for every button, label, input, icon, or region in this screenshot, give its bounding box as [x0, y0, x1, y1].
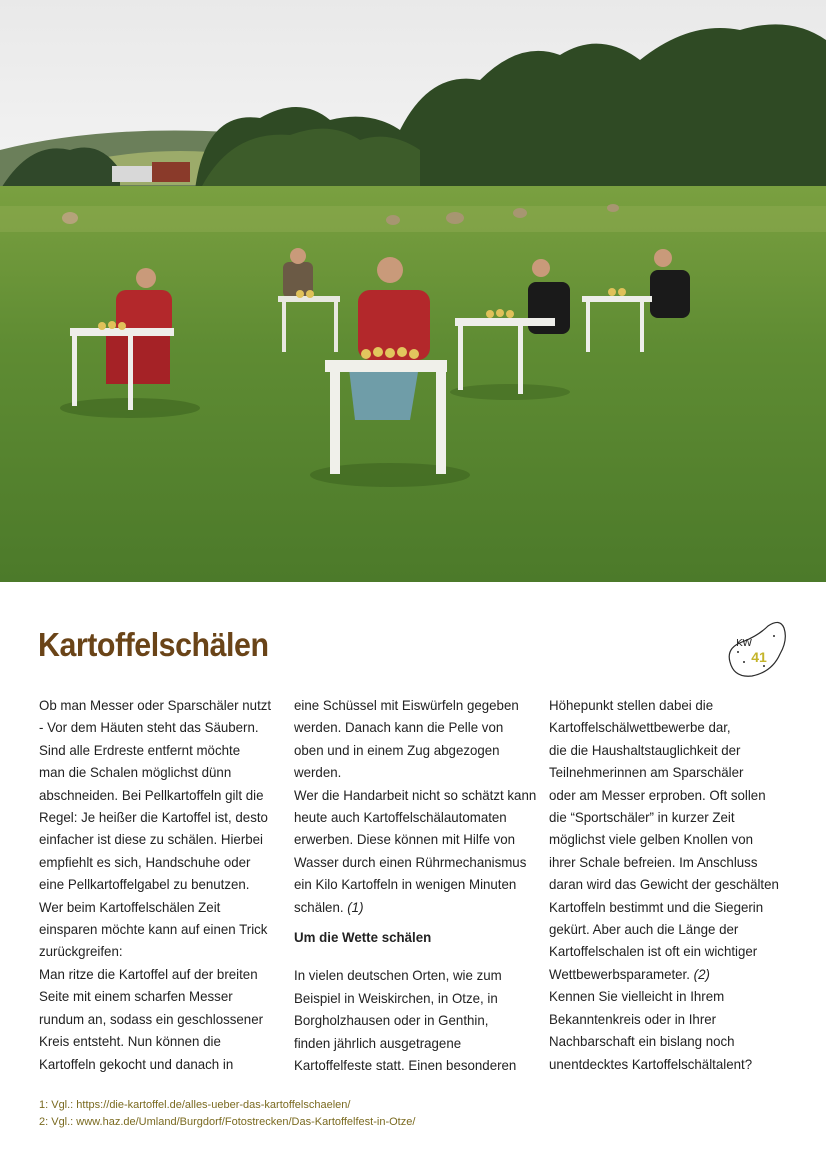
- paragraph-line: Ob man Messer oder Sparschäler nutzt: [39, 697, 272, 713]
- paragraph-line: gekürt. Aber auch die Länge der: [549, 921, 739, 938]
- paragraph-line: Wer die Handarbeit nicht so schätzt kann: [294, 786, 537, 803]
- text-column-2: [294, 694, 537, 1077]
- footnote-2: 2: Vgl.: www.haz.de/Umland/Burgdorf/Fotostrecken/Das-Kartoffelfest-in-Otze/: [39, 1116, 416, 1128]
- paragraph-line: erwerben. Diese können mit Hilfe von: [294, 831, 516, 848]
- paragraph-line: rundum an, sodass ein geschlossener: [39, 1010, 264, 1027]
- paragraph-line: ein Kilo Kartoffeln in wenigen Minuten: [294, 876, 517, 893]
- paragraph-line: Seite mit einem scharfen Messer: [39, 988, 233, 1005]
- paragraph-line: werden.: [294, 764, 342, 781]
- paragraph-line: oben und in einem Zug abgezogen: [294, 741, 500, 758]
- paragraph-line: ihrer Schale befreien. Im Anschluss: [549, 853, 758, 870]
- badge-kw-label: KW: [736, 638, 753, 649]
- footnotes: [39, 1097, 415, 1131]
- paragraph-line: man die Schalen möglichst dünn: [39, 764, 232, 781]
- paragraph-line: einsparen möchte kann auf einen Trick: [39, 921, 268, 938]
- week-number: 41: [751, 649, 767, 665]
- paragraph-line: Beispiel in Weiskirchen, in Otze, in: [294, 989, 498, 1006]
- paragraph-line: Nachbarschaft ein bislang noch: [549, 1033, 735, 1050]
- paragraph-line: werden. Danach kann die Pelle von: [294, 719, 504, 736]
- paragraph-line: In vielen deutschen Orten, wie zum: [294, 967, 502, 984]
- paragraph-line: Kartoffelfeste statt. Einen besonderen: [294, 1057, 517, 1074]
- paragraph-line: Teilnehmerinnen am Sparschäler: [549, 764, 744, 781]
- section-heading: Um die Wette schälen: [294, 929, 432, 946]
- paragraph-line: Kartoffeln bestimmt und die Siegerin: [549, 898, 764, 915]
- footnote-ref-1: (1): [347, 898, 364, 915]
- paragraph-line: Sind alle Erdreste entfernt möchte: [39, 741, 241, 758]
- page-title: Kartoffelschälen: [38, 626, 269, 663]
- paragraph-line: unentdecktes Kartoffelschältalent?: [549, 1055, 753, 1072]
- paragraph-text: Wettbewerbsparameter.: [549, 965, 694, 982]
- paragraph-line: Höhepunkt stellen dabei die: [549, 697, 714, 713]
- paragraph-line: Kartoffelschalen ist oft ein wichtiger: [549, 943, 758, 960]
- paragraph-line: zurückgreifen:: [39, 943, 123, 960]
- paragraph-line: die “Sportschäler” in kurzer Zeit: [549, 809, 735, 826]
- paragraph-line: abschneiden. Bei Pellkartoffeln gilt die: [39, 786, 264, 803]
- footnote-1: 1: Vgl.: https://die-kartoffel.de/alles-ueber-das-kartoffelschaelen/: [39, 1099, 351, 1111]
- paragraph-line: - Vor dem Häuten steht das Säubern.: [39, 719, 259, 736]
- paragraph-line: Borgholzhausen oder in Genthin,: [294, 1012, 489, 1029]
- paragraph-line: einfacher ist diese zu schälen. Hierbei: [39, 831, 264, 848]
- paragraph-line: Kartoffeln gekocht und danach in: [39, 1055, 234, 1072]
- paragraph-line: Regel: Je heißer die Kartoffel ist, desto: [39, 809, 268, 826]
- text-column-3: [549, 694, 785, 1075]
- paragraph-line: Wasser durch einen Rührmechanismus: [294, 853, 527, 870]
- paragraph-line: daran wird das Gewicht der geschälten: [549, 876, 779, 893]
- paragraph-line: Bekanntenkreis oder in Ihrer: [549, 1010, 717, 1027]
- paragraph-line: Man ritze die Kartoffel auf der breiten: [39, 965, 258, 982]
- footnote-ref-2: (2): [693, 965, 710, 982]
- paragraph-line: Kartoffelschälwettbewerbe dar,: [549, 719, 731, 736]
- paragraph-line: Kreis entsteht. Nun können die: [39, 1033, 221, 1050]
- paragraph-line: finden jährlich ausgetragene: [294, 1034, 462, 1051]
- paragraph-line: [294, 896, 530, 918]
- paragraph-line: eine Pellkartoffelgabel zu benutzen.: [39, 876, 250, 893]
- paragraph-line: eine Schüssel mit Eiswürfeln gegeben: [294, 697, 519, 713]
- paragraph-line: empfiehlt es sich, Handschuhe oder: [39, 853, 251, 870]
- paragraph-line: die die Haushaltstauglichkeit der: [549, 741, 741, 758]
- paragraph-line: möglichst viele gelben Knollen von: [549, 831, 754, 848]
- text-column-1: [39, 694, 272, 1075]
- paragraph-line: heute auch Kartoffelschälautomaten: [294, 809, 507, 826]
- paragraph-text: schälen.: [294, 898, 348, 915]
- paragraph-line: Wer beim Kartoffelschälen Zeit: [39, 898, 221, 915]
- paragraph-line: oder am Messer erproben. Oft sollen: [549, 786, 766, 803]
- paragraph-line: [549, 963, 785, 985]
- paragraph-line: Kennen Sie vielleicht in Ihrem: [549, 988, 725, 1005]
